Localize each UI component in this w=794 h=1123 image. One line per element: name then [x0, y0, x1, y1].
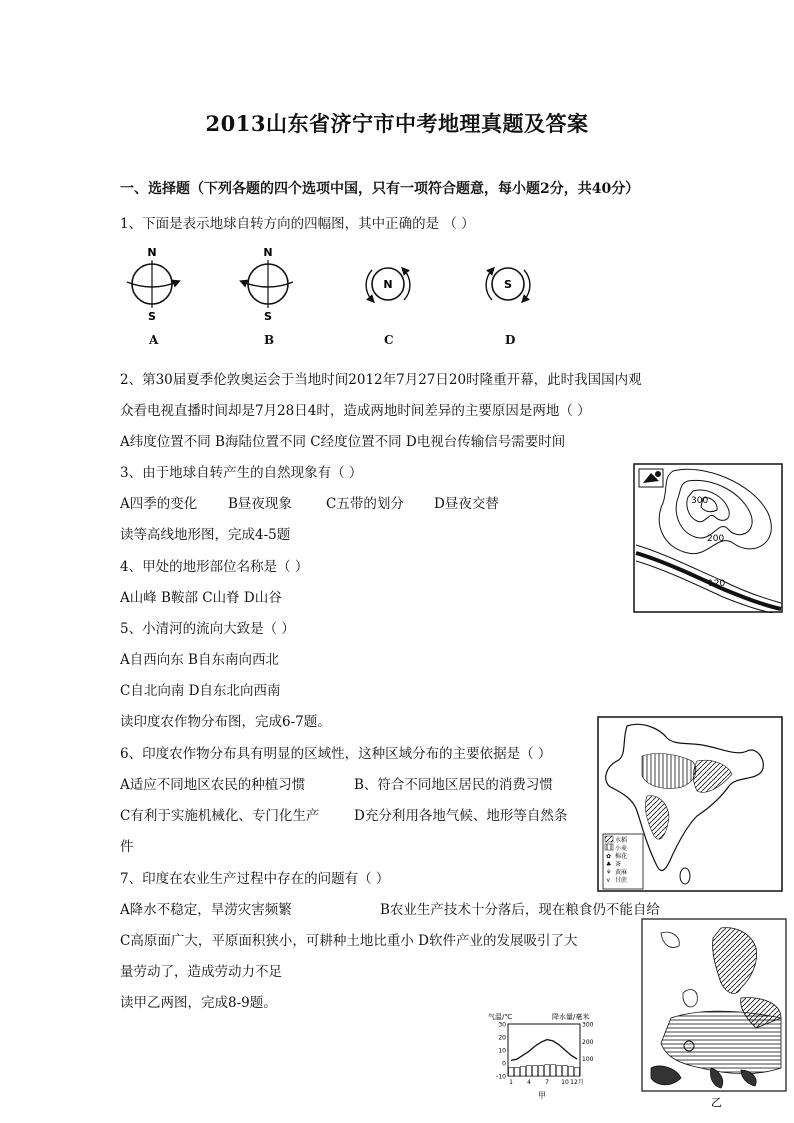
- right-tick-label: 300: [582, 1021, 594, 1029]
- left-tick-label: 20: [498, 1034, 506, 1042]
- option-label-b: B: [264, 333, 275, 347]
- q3-option-a: A四季的变化: [120, 496, 198, 512]
- contour-map: [633, 463, 783, 613]
- rotation-diagrams: [115, 240, 555, 350]
- svg-text:⋎: ⋎: [606, 877, 611, 884]
- q6-option-c: C有利于实施机械化、专门化生产: [120, 808, 320, 824]
- climate-chart-caption: 甲: [538, 1091, 546, 1100]
- q2-line2: 众看电视直播时间却是7月28日4时，造成两地时间差异的主要原因是两地（ ）: [120, 403, 591, 419]
- legend-tea: 茶: [615, 861, 622, 868]
- diagram-a: [127, 246, 177, 323]
- q6-options-cd: [120, 804, 567, 824]
- x-axis-ticks: [509, 1078, 584, 1086]
- q3-options: [120, 492, 499, 512]
- diagram-b: [243, 246, 293, 323]
- left-tick-label: 30: [498, 1021, 506, 1029]
- option-label-a: A: [149, 333, 159, 347]
- page-title: 2013山东省济宁市中考地理真题及答案: [205, 111, 589, 136]
- svg-text:♣: ♣: [606, 861, 612, 868]
- india-legend: [603, 834, 643, 889]
- q6-option-d: D充分利用各地气候、地形等自然条: [354, 808, 568, 824]
- q5-options-1: A自西向东 B自东南向西北: [120, 652, 279, 668]
- q7-option-b: B农业生产技术十分落后，现在粮食仍不能自给: [380, 902, 660, 918]
- option-label-c: C: [384, 333, 394, 347]
- x-tick-label: 7: [545, 1079, 549, 1086]
- legend-wheat: 小麦: [615, 845, 628, 852]
- q7-options-cd: C高原面广大，平原面积狭小，可耕种土地比重小 D软件产业的发展吸引了大: [120, 933, 578, 949]
- x-tick-label: 10: [561, 1079, 569, 1086]
- precip-bar: [557, 1066, 562, 1076]
- precip-bar: [551, 1065, 556, 1076]
- left-tick-label: -10: [496, 1073, 506, 1081]
- q4-stem: 4、甲处的地形部位名称是（ ）: [120, 559, 309, 575]
- q2-options: A纬度位置不同 B海陆位置不同 C经度位置不同 D电视台传输信号需要时间: [120, 434, 566, 450]
- right-tick-label: 200: [582, 1038, 594, 1046]
- right-tick-label: 100: [582, 1056, 594, 1064]
- q7-stem: 7、印度在农业生产过程中存在的问题有（ ）: [120, 871, 390, 887]
- q6-option-b: B、符合不同地区居民的消费习惯: [354, 777, 553, 793]
- precip-bar: [509, 1067, 514, 1076]
- left-axis-ticks: [496, 1022, 506, 1081]
- q5-options-2: C自北向南 D自东北向西南: [120, 683, 281, 699]
- europe-map-caption: 乙: [711, 1096, 722, 1109]
- section-heading: 一、选择题（下列各题的四个选项中国，只有一项符合题意，每小题2分，共40分）: [120, 181, 640, 197]
- precip-bar: [563, 1066, 568, 1076]
- climate-chart: [486, 1010, 606, 1102]
- q7-option-a: A降水不稳定，旱涝灾害频繁: [120, 902, 292, 918]
- legend-jute: 黄麻: [615, 869, 628, 876]
- precip-bar: [545, 1065, 550, 1076]
- north-label-b: N: [263, 246, 273, 259]
- diagram-c: [366, 268, 410, 300]
- contour-intro: 读等高线地形图，完成4-5题: [120, 527, 291, 543]
- india-intro: 读印度农作物分布图，完成6-7题。: [120, 714, 331, 730]
- south-label-b: S: [264, 310, 272, 323]
- q6-option-a: A适应不同地区农民的种植习惯: [120, 777, 306, 793]
- x-tick-label: 4: [527, 1079, 531, 1086]
- contour-label-200: 200: [707, 534, 725, 544]
- legend-cotton: 棉花: [615, 853, 628, 860]
- pole-label-c: N: [383, 278, 393, 291]
- left-tick-label: 0: [502, 1060, 506, 1068]
- x-tick-label: 1: [509, 1079, 513, 1086]
- legend-sugarcane: 甘蔗: [615, 877, 628, 884]
- north-label-a: N: [147, 246, 157, 259]
- precip-bar: [539, 1066, 544, 1076]
- india-crop-map: [597, 716, 783, 892]
- q7-options-ab: [120, 898, 660, 918]
- legend-rice: 水稻: [615, 837, 628, 844]
- q2-line1: 2、第30届夏季伦敦奥运会于当地时间2012年7月27日20时隆重开幕，此时我国国内观: [120, 372, 642, 388]
- q4-options: A山峰 B鞍部 C山脊 D山谷: [120, 590, 282, 606]
- europe-map: [641, 918, 787, 1110]
- precip-bar: [575, 1067, 580, 1076]
- q3-stem: 3、由于地球自转产生的自然现象有（ ）: [120, 465, 363, 481]
- precip-bar: [521, 1066, 526, 1076]
- precip-bar: [515, 1067, 520, 1076]
- x-tick-label: 12月: [570, 1079, 584, 1086]
- south-label-a: S: [148, 310, 156, 323]
- precip-bar: [527, 1066, 532, 1076]
- q3-option-c: C五带的划分: [326, 496, 404, 512]
- q5-stem: 5、小清河的流向大致是（ ）: [120, 621, 295, 637]
- contour-label-300: 300: [691, 496, 709, 506]
- option-label-d: D: [505, 333, 516, 347]
- europe-intro: 读甲乙两图，完成8-9题。: [120, 995, 277, 1011]
- q3-option-b: B昼夜现象: [228, 496, 292, 512]
- precip-bar: [533, 1066, 538, 1076]
- svg-text:✿: ✿: [606, 853, 612, 860]
- q6-stem: 6、印度农作物分布具有明显的区域性，这种区域分布的主要依据是（ ）: [120, 746, 552, 762]
- contour-label-120: 120: [708, 579, 726, 589]
- climate-ylabel-left: 气温/℃: [488, 1013, 513, 1021]
- left-tick-label: 10: [498, 1047, 506, 1055]
- q6-options-ab: [120, 773, 553, 793]
- q6-option-d-cont: 件: [120, 839, 134, 855]
- q7-option-d-cont: 量劳动了，造成劳动力不足: [120, 964, 282, 980]
- pole-label-d: S: [504, 278, 512, 291]
- diagram-d: [486, 268, 530, 300]
- svg-text:⚘: ⚘: [606, 869, 612, 876]
- climate-ylabel-right: 降水量/毫米: [552, 1013, 590, 1021]
- q3-option-d: D昼夜交替: [434, 496, 499, 512]
- right-axis-ticks: [582, 1022, 594, 1064]
- precip-bar: [569, 1066, 574, 1076]
- q1-stem: 1、下面是表示地球自转方向的四幅图，其中正确的是 （ ）: [120, 216, 475, 232]
